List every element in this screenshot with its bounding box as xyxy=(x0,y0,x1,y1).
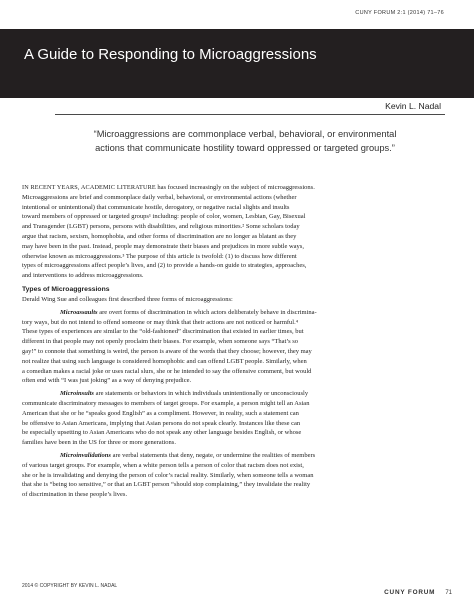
microinvalidations-text: are verbal statements that deny, negate, or undermine the realities of members of various target groups. For example, when a white person tells a person of color that racism does not exist, she or he is invalidating and denying the person of color’s racial reality. Similarly, when someone tells a woman that she is “being too sensitive,” or that an LGBT person “should stop complaining,” they invalidate the reality of discrimination in these people’s lives. xyxy=(22,451,316,499)
article-body xyxy=(22,183,452,500)
microinsults-paragraph xyxy=(22,389,452,448)
microassaults-text: are overt forms of discrimination in which actors deliberately behave in discrimina- tory ways, but do not intend to offend someone or may think that their actions are not noticed or harmful.⁴ These types of experiences are similar to the “old-fashioned” discrimination that existed in earlier times, but different in that people may not openly proclaim their biases. For example, when someone says “That’s so gay!” to connote that something is weird, the person is aware of the words that they choose; however, they may not realize that using such language is considered homophobic and can offend LGBT people. Similarly, when a comedian makes a racial joke or uses racial slurs, she or he intended to say the offensive comment, but would often end with “I was just joking” as a way of denying prejudice. xyxy=(22,308,317,385)
footer-journal-name: CUNY FORUM xyxy=(384,589,436,596)
page-number: 71 xyxy=(445,590,452,596)
section-intro: Derald Wing Sue and colleagues first described three forms of microaggressions: xyxy=(22,295,233,303)
microinsults-term: Microinsults xyxy=(60,390,94,398)
microinvalidations-paragraph xyxy=(22,451,452,500)
microassaults-paragraph xyxy=(22,308,452,386)
journal-reference: CUNY FORUM 2:1 (2014) 71–76 xyxy=(355,10,444,16)
microassaults-term: Microassaults xyxy=(60,308,98,316)
intro-text: has focused increasingly on the subject of microaggressions. Microaggressions are brief and commonplace daily verbal, behavioral, or environmental actions (whether intentional or unintentional) that communicate hostile, derogatory, or negative racial slights and insults toward members of oppressed or targeted groups¹ including: people of color, women, Lesbian, Gay, Bisexual and Transgender (LGBT) persons, persons with disabilities, and religious minorities.² Some scholars today argue that racism, sexism, homophobia, and other forms of discrimination are no longer as blatant as they may have been in the past. Instead, people may demonstrate their biases and prejudices in more subtle ways, otherwise known as microaggressions.³ The purpose of this article is twofold: (1) to discuss how different types of microaggressions affect people’s lives, and (2) to provide a hands-on guide to strategies, approaches, and interventions to address microaggressions. xyxy=(22,184,315,280)
author-name: Kevin L. Nadal xyxy=(385,101,441,111)
intro-paragraph xyxy=(22,183,452,281)
title-banner xyxy=(0,29,474,98)
divider-rule xyxy=(55,114,445,115)
intro-lead: IN RECENT YEARS, ACADEMIC LITERATURE xyxy=(22,184,156,191)
article-title: A Guide to Responding to Microaggressions xyxy=(24,46,317,63)
microinvalidations-term: Microinvalidations xyxy=(60,451,111,459)
pull-quote: “Microaggressions are commonplace verbal, behavioral, or environmental actions that communicate hostility toward oppressed or targeted groups.” xyxy=(93,129,397,153)
section-heading: Types of Microaggressions xyxy=(22,285,110,293)
footer-copyright: 2014 © COPYRIGHT BY KEVIN L. NADAL xyxy=(22,583,118,589)
microinsults-text: are statements or behaviors in which individuals unintentionally or unconsciously communicate discriminatory messages to members of target groups. For example, a person might tell an Asian American that she or he “speaks good English” as a compliment. However, in reality, such a statement can be offensive to Asian Americans, implying that Asian persons do not speak clearly. Instances like these can be especially upsetting to Asian Americans who do not speak any other language besides English, or whose families have been in the US for three or more generations. xyxy=(22,390,310,447)
footer-journal-block xyxy=(384,581,452,599)
